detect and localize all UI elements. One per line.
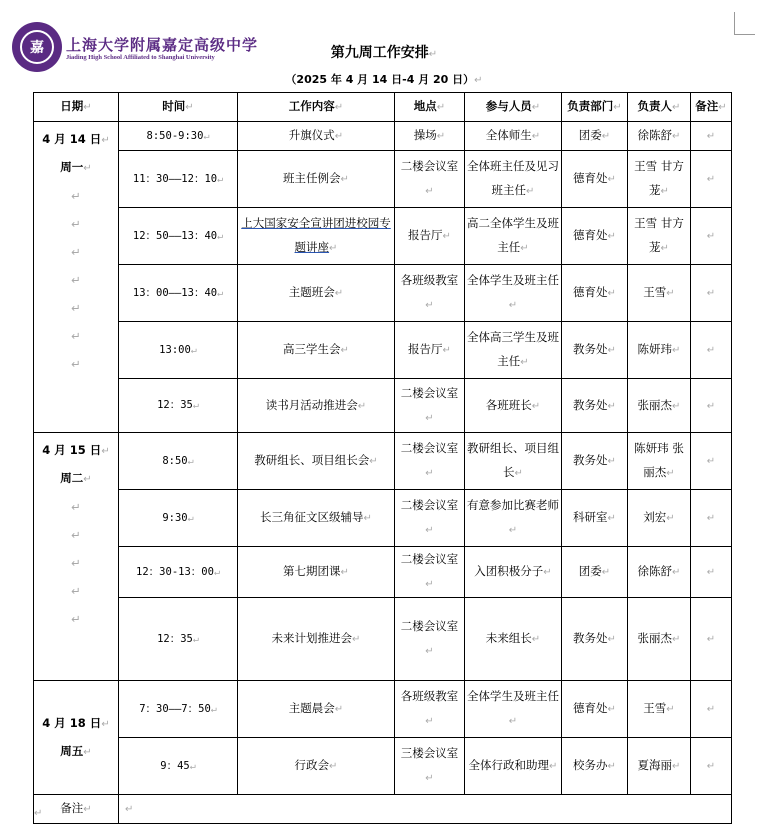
notes-cell: ↵ xyxy=(691,265,732,322)
place-cell: 各班级教室↵ xyxy=(395,265,465,322)
people-cell: 高二全体学生及班主任↵ xyxy=(465,208,562,265)
document-title: 第九周工作安排↵ xyxy=(330,45,438,61)
people-cell: 全体学生及班主任↵ xyxy=(465,681,562,738)
content-cell: 未来计划推进会↵ xyxy=(238,598,395,681)
content-cell: 主题班会↵ xyxy=(238,265,395,322)
dept-cell: 校务办↵ xyxy=(562,738,628,795)
header-date: 日期↵ xyxy=(34,93,119,122)
table-row xyxy=(34,151,732,208)
dept-cell: 教务处↵ xyxy=(562,379,628,433)
header-row xyxy=(34,93,732,122)
time-cell: 13:00↵ xyxy=(119,322,238,379)
date-cell: 4 月 15 日↵ 周二↵ ↵ ↵ ↵ ↵ ↵ xyxy=(34,433,119,681)
dept-cell: 德育处↵ xyxy=(562,151,628,208)
content-cell: 主题晨会↵ xyxy=(238,681,395,738)
people-cell: 全体师生↵ xyxy=(465,122,562,151)
time-cell: 9:30↵ xyxy=(119,490,238,547)
notes-cell: ↵ xyxy=(691,208,732,265)
owner-cell: 刘宏↵ xyxy=(628,490,691,547)
owner-cell: 夏海丽↵ xyxy=(628,738,691,795)
notes-cell: ↵ xyxy=(691,490,732,547)
owner-cell: 徐陈舒↵ xyxy=(628,122,691,151)
notes-cell: ↵ xyxy=(691,151,732,208)
people-cell: 全体高三学生及班主任↵ xyxy=(465,322,562,379)
place-cell: 二楼会议室↵ xyxy=(395,547,465,598)
owner-cell: 张丽杰↵ xyxy=(628,379,691,433)
date-cell: 4 月 14 日↵ 周一↵ ↵ ↵ ↵ ↵ ↵ ↵ ↵ xyxy=(34,122,119,433)
owner-cell: 陈妍玮 张丽杰↵ xyxy=(628,433,691,490)
place-cell: 二楼会议室↵ xyxy=(395,433,465,490)
remarks-value: ↵ xyxy=(119,795,732,824)
notes-cell: ↵ xyxy=(691,322,732,379)
table-row xyxy=(34,490,732,547)
place-cell: 二楼会议室↵ xyxy=(395,490,465,547)
remarks-row xyxy=(34,795,732,824)
notes-cell: ↵ xyxy=(691,433,732,490)
notes-cell: ↵ xyxy=(691,681,732,738)
place-cell: 三楼会议室↵ xyxy=(395,738,465,795)
header-dept: 负责部门↵ xyxy=(562,93,628,122)
owner-cell: 王雪↵ xyxy=(628,265,691,322)
table-row xyxy=(34,379,732,433)
owner-cell: 王雪↵ xyxy=(628,681,691,738)
header-people: 参与人员↵ xyxy=(465,93,562,122)
people-cell: 全体行政和助理↵ xyxy=(465,738,562,795)
time-cell: 12：35↵ xyxy=(119,598,238,681)
dept-cell: 科研室↵ xyxy=(562,490,628,547)
owner-cell: 王雪 甘方茏↵ xyxy=(628,208,691,265)
content-cell: 行政会↵ xyxy=(238,738,395,795)
remarks-label: 备注↵ xyxy=(34,795,119,824)
place-cell: 报告厅↵ xyxy=(395,322,465,379)
school-logo-emblem: 嘉 xyxy=(20,30,54,64)
place-cell: 二楼会议室↵ xyxy=(395,151,465,208)
date-cell: 4 月 18 日↵ 周五↵ xyxy=(34,681,119,795)
time-cell: 11：30——12：10↵ xyxy=(119,151,238,208)
header-notes: 备注↵ xyxy=(691,93,732,122)
people-cell: 全体班主任及见习班主任↵ xyxy=(465,151,562,208)
school-name-en: Jiading High School Affiliated to Shanghai University xyxy=(66,54,215,61)
place-cell: 各班级教室↵ xyxy=(395,681,465,738)
people-cell: 有意参加比赛老师↵ xyxy=(465,490,562,547)
content-cell: 班主任例会↵ xyxy=(238,151,395,208)
people-cell: 教研组长、项目组长↵ xyxy=(465,433,562,490)
time-cell: 7：30——7：50↵ xyxy=(119,681,238,738)
place-cell: 操场↵ xyxy=(395,122,465,151)
page-corner-mark xyxy=(734,12,755,35)
place-cell: 二楼会议室↵ xyxy=(395,598,465,681)
end-paragraph-mark: ↵ xyxy=(34,808,43,819)
content-cell: 教研组长、项目组长会↵ xyxy=(238,433,395,490)
header-place: 地点↵ xyxy=(395,93,465,122)
dept-cell: 教务处↵ xyxy=(562,433,628,490)
time-cell: 9：45↵ xyxy=(119,738,238,795)
table-row xyxy=(34,547,732,598)
time-cell: 13：00——13：40↵ xyxy=(119,265,238,322)
content-cell: 上大国家安全宣讲团进校园专题讲座↵ xyxy=(238,208,395,265)
header-time: 时间↵ xyxy=(119,93,238,122)
schedule-table xyxy=(33,92,732,824)
content-cell: 读书月活动推进会↵ xyxy=(238,379,395,433)
document-subtitle: （2025 年 4 月 14 日-4 月 20 日）↵ xyxy=(285,73,483,86)
header-content: 工作内容↵ xyxy=(238,93,395,122)
dept-cell: 德育处↵ xyxy=(562,681,628,738)
people-cell: 入团积极分子↵ xyxy=(465,547,562,598)
table-row xyxy=(34,681,732,738)
time-cell: 8:50↵ xyxy=(119,433,238,490)
school-name-cn: 上海大学附属嘉定高级中学 xyxy=(66,36,259,54)
dept-cell: 团委↵ xyxy=(562,547,628,598)
header-owner: 负责人↵ xyxy=(628,93,691,122)
notes-cell: ↵ xyxy=(691,598,732,681)
content-cell: 高三学生会↵ xyxy=(238,322,395,379)
dept-cell: 德育处↵ xyxy=(562,265,628,322)
content-cell: 升旗仪式↵ xyxy=(238,122,395,151)
notes-cell: ↵ xyxy=(691,379,732,433)
place-cell: 二楼会议室↵ xyxy=(395,379,465,433)
owner-cell: 徐陈舒↵ xyxy=(628,547,691,598)
dept-cell: 德育处↵ xyxy=(562,208,628,265)
owner-cell: 王雪 甘方茏↵ xyxy=(628,151,691,208)
notes-cell: ↵ xyxy=(691,122,732,151)
dept-cell: 团委↵ xyxy=(562,122,628,151)
place-cell: 报告厅↵ xyxy=(395,208,465,265)
owner-cell: 陈妍玮↵ xyxy=(628,322,691,379)
dept-cell: 教务处↵ xyxy=(562,598,628,681)
people-cell: 未来组长↵ xyxy=(465,598,562,681)
table-row xyxy=(34,208,732,265)
table-row xyxy=(34,598,732,681)
time-cell: 12：30-13：00↵ xyxy=(119,547,238,598)
owner-cell: 张丽杰↵ xyxy=(628,598,691,681)
time-cell: 8:50-9:30↵ xyxy=(119,122,238,151)
content-cell: 第七期团课↵ xyxy=(238,547,395,598)
table-row xyxy=(34,265,732,322)
table-row xyxy=(34,122,732,151)
notes-cell: ↵ xyxy=(691,738,732,795)
content-cell: 长三角征文区级辅导↵ xyxy=(238,490,395,547)
time-cell: 12：35↵ xyxy=(119,379,238,433)
people-cell: 各班班长↵ xyxy=(465,379,562,433)
table-row xyxy=(34,322,732,379)
dept-cell: 教务处↵ xyxy=(562,322,628,379)
time-cell: 12：50——13：40↵ xyxy=(119,208,238,265)
table-row xyxy=(34,738,732,795)
notes-cell: ↵ xyxy=(691,547,732,598)
people-cell: 全体学生及班主任↵ xyxy=(465,265,562,322)
table-row xyxy=(34,433,732,490)
